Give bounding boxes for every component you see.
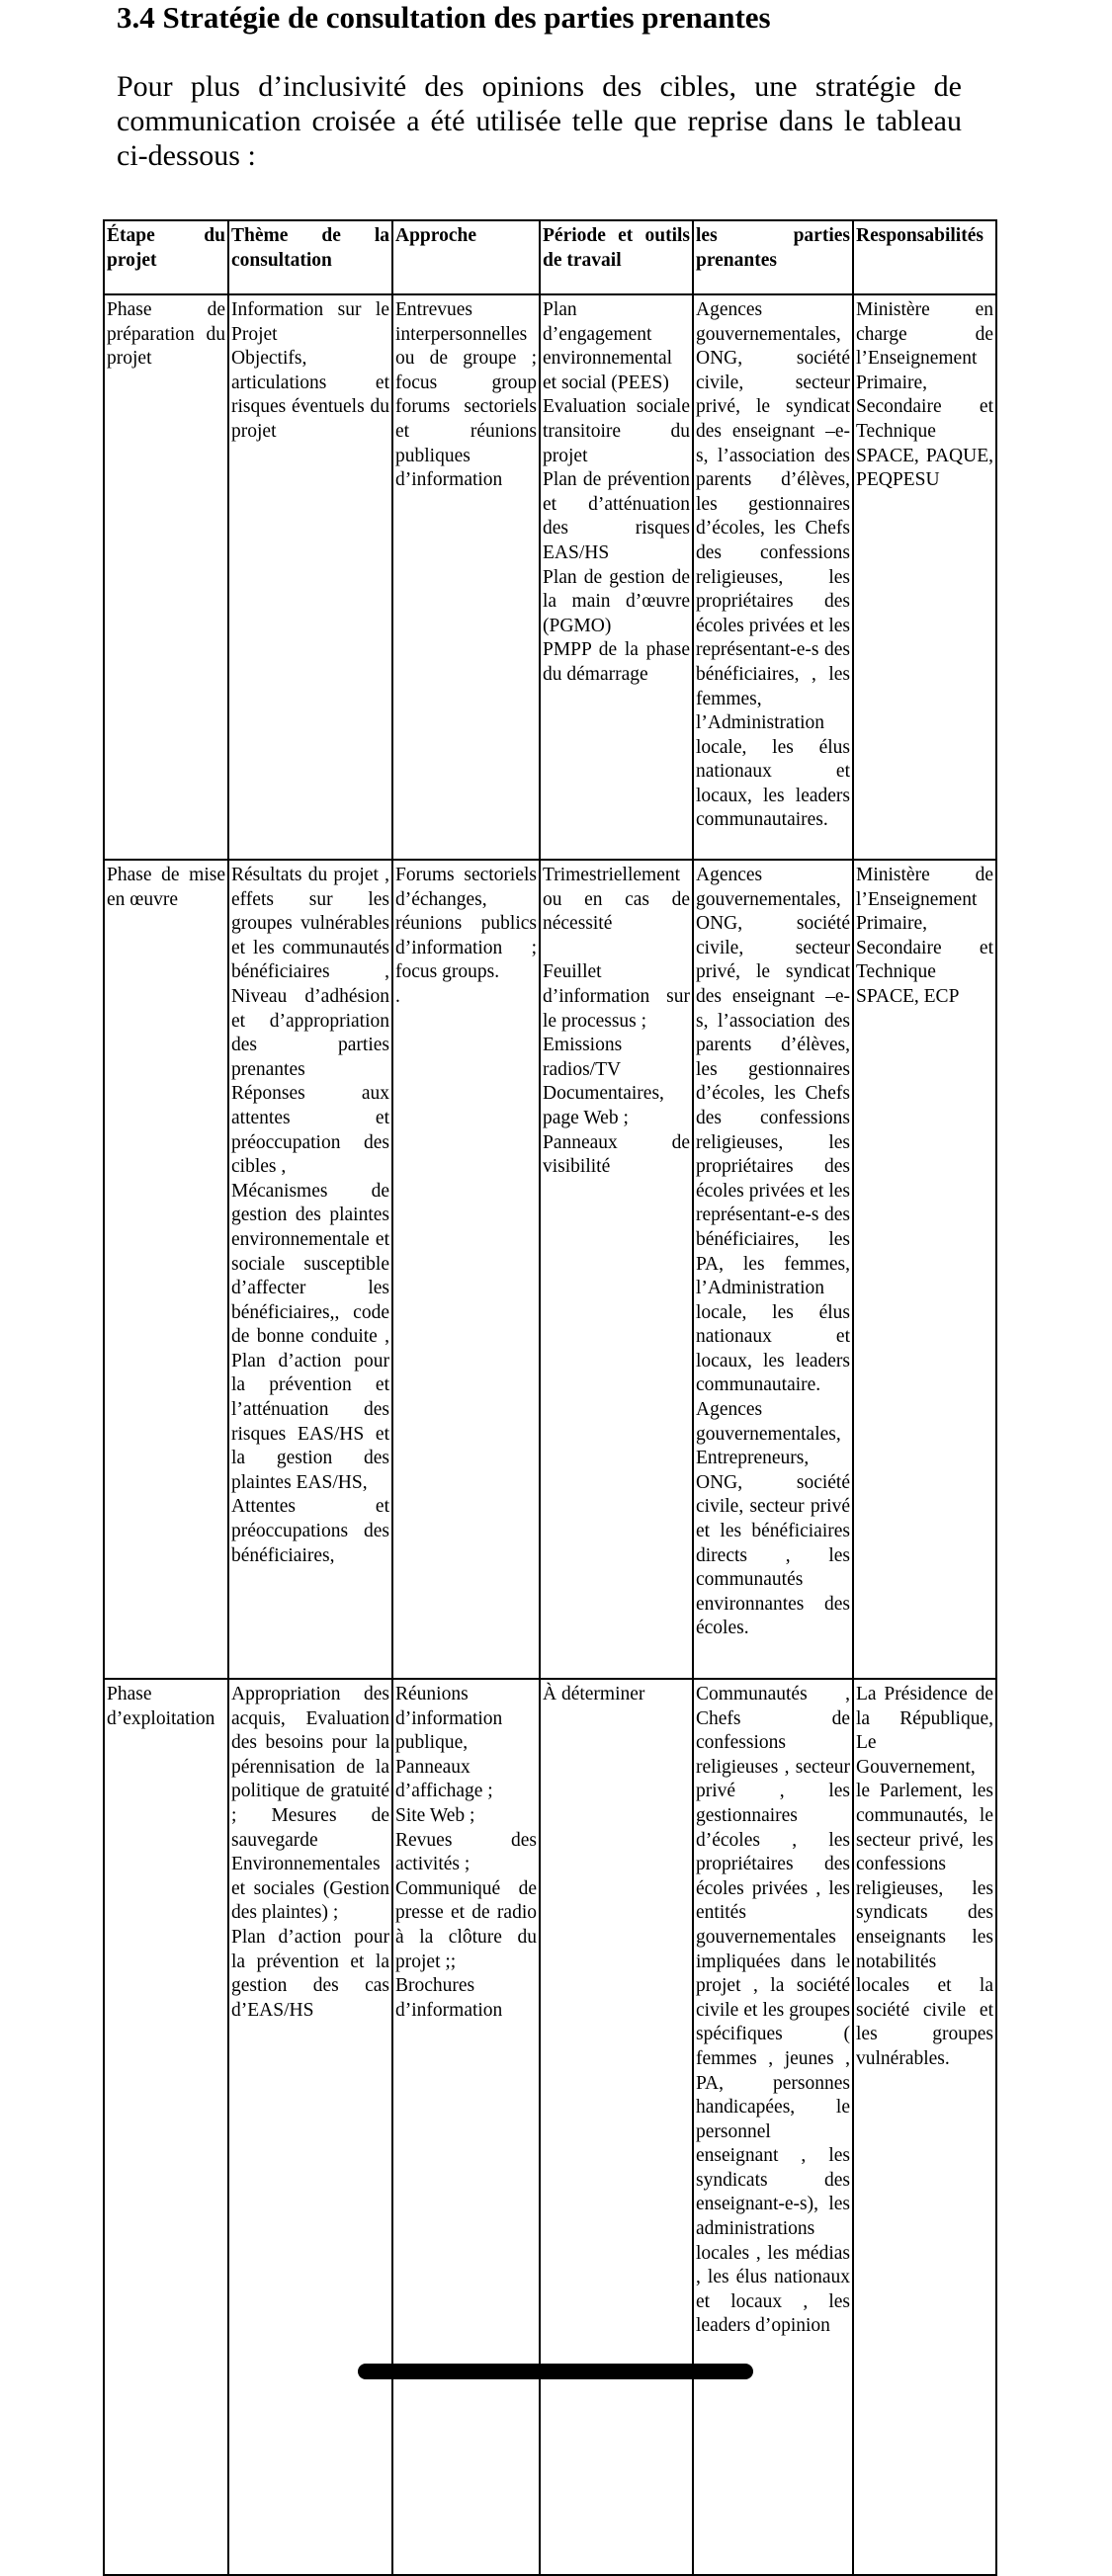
cell-periode: [540, 294, 693, 860]
header-theme: Thème de la consultation: [228, 220, 392, 294]
cell-text: Information sur le Projet Objectifs, articulations et risques éventuels du projet: [231, 299, 389, 442]
section-heading: 3.4 Stratégie de consultation des parties prenantes: [117, 0, 771, 35]
cell-responsabilites: [853, 294, 996, 860]
cell-text: Phase d’exploitation: [107, 1684, 215, 1729]
cell-theme: [228, 294, 392, 860]
cell-periode: [540, 860, 693, 1679]
cell-text: Communautés , Chefs de confessions religieuses , secteur privé , les gestionnaires d’écoles , les propriétaires des écoles privées , les entités gouvernementales impliquées dans le projet , la société civile et les groupes spécifiques ( femmes , jeunes , PA, personnes handicapées, le personnel enseignant , les syndicats des enseignant-e-s), les administrations locales , les médias , les élus nationaux et locaux , les leaders d’opinion: [696, 1684, 850, 2337]
cell-parties: [693, 1679, 853, 2575]
cell-text: À déterminer: [543, 1684, 645, 1704]
cell-text: Ministère de l’Enseignement Primaire, Secondaire et Technique SPACE, ECP: [856, 865, 993, 1007]
table-row: [104, 1679, 996, 2575]
header-approche: Approche: [392, 220, 540, 294]
header-etape: Étape du projet: [104, 220, 228, 294]
cell-parties: [693, 860, 853, 1679]
table-row: [104, 294, 996, 860]
cell-approche: [392, 294, 540, 860]
cell-text: Réunions d’information publique, Panneaux d’affichage ; Site Web ; Revues des activités ; Communiqué de presse et de radio à la clôture du projet ;; Brochures d’information: [395, 1684, 537, 2021]
table-row: [104, 860, 996, 1679]
cell-theme: [228, 860, 392, 1679]
cell-etape: [104, 860, 228, 1679]
cell-approche: [392, 1679, 540, 2575]
cell-text: Phase de mise en œuvre: [107, 865, 225, 910]
cell-text: Résultats du projet , effets sur les groupes vulnérables et les communautés bénéficiaires , Niveau d’adhésion et d’appropriation des parties prenantes Réponses aux attentes et préoccupation des cibles , Mécanismes de gestion des plaintes environnementale et sociale susceptible d’affecter les bénéficiaires,, code de bonne conduite , Plan d’action pour la prévention et l’atténuation des risques EAS/HS et la gestion des plaintes EAS/HS, Attentes et préoccupations des bénéficiaires,: [231, 865, 389, 1566]
table-header-row: [104, 220, 996, 294]
header-responsabilites: Responsabilités: [853, 220, 996, 294]
cell-periode: [540, 1679, 693, 2575]
cell-text: Trimestriellement ou en cas de nécessité Feuillet d’information sur le processus ; Emissions radios/TV Documentaires, page Web ; Panneaux de visibilité: [543, 865, 690, 1178]
cell-text: Agences gouvernementales, ONG, société civile, secteur privé, le syndicat des enseignant –e-s, l’association des parents d’élèves, les gestionnaires d’écoles, les Chefs des confessions religieuses, les propriétaires des écoles privées et les représentant-e-s des bénéficiaires, , les femmes, l’Administration locale, les élus nationaux et locaux, les leaders communautaires.: [696, 299, 850, 831]
cell-approche: [392, 860, 540, 1679]
header-parties: les parties prenantes: [693, 220, 853, 294]
cell-responsabilites: [853, 860, 996, 1679]
cell-etape: [104, 294, 228, 860]
cell-parties: [693, 294, 853, 860]
intro-paragraph: Pour plus d’inclusivité des opinions des cibles, une stratégie de communication croisée a été utilisée telle que reprise dans le tableau ci-dessous :: [117, 70, 962, 172]
cell-text: Entrevues interpersonnelles ou de groupe ; focus group forums sectoriels et réunions publiques d’information: [395, 299, 537, 491]
consultation-strategy-table: [103, 219, 997, 2576]
cell-text: Agences gouvernementales, ONG, société civile, secteur privé, le syndicat des enseignant –e-s, l’association des parents d’élèves, les gestionnaires d’écoles, les Chefs des confessions religieuses, les propriétaires des écoles privées et les représentant-e-s des bénéficiaires, les PA, les femmes, l’Administration locale, les élus nationaux et locaux, les leaders communautaire. Agences gouvernementales, Entrepreneurs, ONG, société civile, secteur privé et les bénéficiaires directs , les communautés environnantes des écoles.: [696, 865, 850, 1639]
cell-text: La Présidence de la République, Le Gouvernement, le Parlement, les communautés, le secteur privé, les confessions religieuses, les syndicats des enseignants les notabilités locales et la société civile et les groupes vulnérables.: [856, 1684, 993, 2069]
header-periode: Période et outils de travail: [540, 220, 693, 294]
cell-text: Forums sectoriels d’échanges, réunions publics d’information ; focus groups. .: [395, 865, 537, 1007]
cell-text: Ministère en charge de l’Enseignement Primaire, Secondaire et Technique SPACE, PAQUE, PEQPESU: [856, 299, 993, 491]
cell-text: Plan d’engagement environnemental et social (PEES) Evaluation sociale transitoire du projet Plan de prévention et d’atténuation des risques EAS/HS Plan de gestion de la main d’œuvre (PGMO) PMPP de la phase du démarrage: [543, 299, 690, 685]
cell-text: Appropriation des acquis, Evaluation des besoins pour la pérennisation de la politique de gratuité ; Mesures de sauvegarde Environnementales et sociales (Gestion des plaintes) ; Plan d’action pour la prévention et la gestion des cas d’EAS/HS: [231, 1684, 389, 2021]
home-indicator-bar[interactable]: [358, 2364, 753, 2379]
cell-etape: [104, 1679, 228, 2575]
cell-responsabilites: [853, 1679, 996, 2575]
cell-text: Phase de préparation du projet: [107, 299, 225, 370]
cell-theme: [228, 1679, 392, 2575]
